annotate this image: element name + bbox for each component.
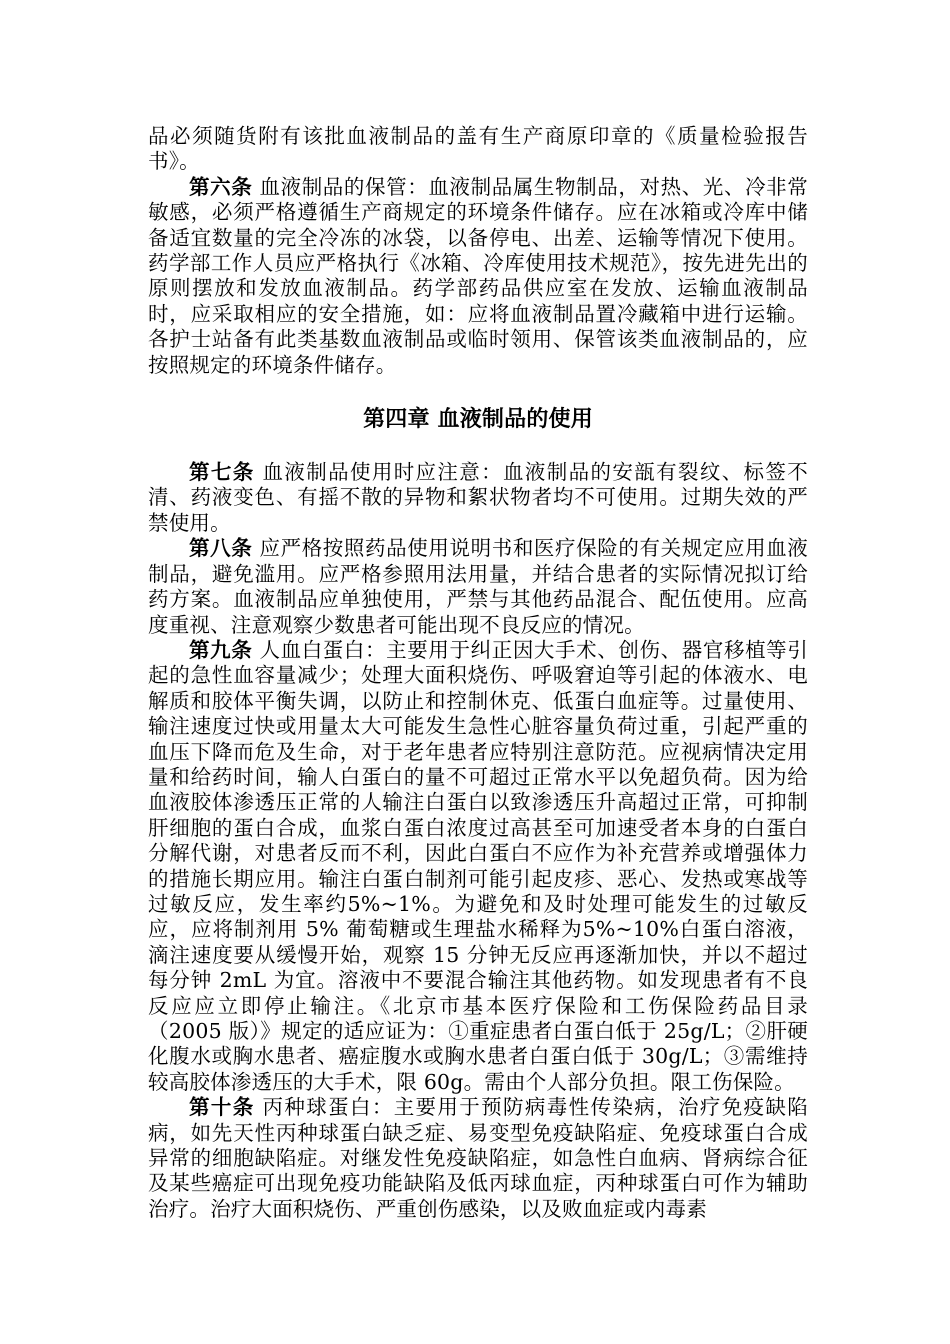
article-6	[148, 175, 808, 378]
article-7-text: 血液制品使用时应注意：血液制品的安瓿有裂纹、标签不清、药液变色、有摇不散的异物和絮状物者均不可使用。过期失效的严禁使用。	[148, 460, 808, 535]
article-8-label: 第八条	[189, 536, 253, 561]
article-7-label: 第七条	[189, 460, 255, 485]
article-10	[148, 1095, 808, 1222]
article-10-label: 第十条	[189, 1095, 255, 1120]
article-9-text: 人血白蛋白：主要用于纠正因大手术、创伤、器官移植等引起的急性血容量减少；处理大面积烧伤、呼吸窘迫等引起的体液水、电解质和胶体平衡失调，以防止和控制休克、低蛋白血症等。过量使用、输注速度过快或用量太大可能发生急性心脏容量负荷过重，引起严重的血压下降而危及生命，对于老年患者应特别注意防范。应视病情决定用量和给药时间，输人白蛋白的量不可超过正常水平以免超负荷。因为给血液胶体渗透压正常的人输注白蛋白以致渗透压升高超过正常，可抑制肝细胞的蛋白合成，血浆白蛋白浓度过高甚至可加速受者本身的白蛋白分解代谢，对患者反而不利，因此白蛋白不应作为补充营养或增强体力的措施长期应用。输注白蛋白制剂可能引起皮疹、恶心、发热或寒战等过敏反应，发生率约5%~1%。为避免和及时处理可能发生的过敏反应，应将制剂用 5% 葡萄糖或生理盐水稀释为5%~10%白蛋白溶液，滴注速度要从缓慢开始，观察 15 分钟无反应再逐渐加快，并以不超过每分钟 2mL 为宜。溶液中不要混合输注其他药物。如发现患者有不良反应应立即停止输注。《北京市基本医疗保险和工伤保险药品目录（2005 版）》规定的适应证为：①重症患者白蛋白低于 25g/L；②肝硬化腹水或胸水患者、癌症腹水或胸水患者白蛋白低于 30g/L；③需维持较高胶体渗透压的大手术，限 60g。需由个人部分负担。限工伤保险。	[148, 637, 808, 1094]
article-7	[148, 460, 808, 536]
article-10-text: 丙种球蛋白：主要用于预防病毒性传染病，治疗免疫缺陷病，如先天性丙种球蛋白缺乏症、易变型免疫缺陷症、免疫球蛋白合成异常的细胞缺陷症。对继发性免疫缺陷症，如急性白血病、肾病综合征及某些癌症可出现免疫功能缺陷及低丙球血症，丙种球蛋白可作为辅助治疗。治疗大面积烧伤、严重创伤感染，以及败血症或内毒素	[148, 1095, 808, 1221]
chapter-heading: 第四章 血液制品的使用	[363, 406, 593, 433]
document-page	[148, 124, 808, 1222]
paragraph-continued: 品必须随货附有该批血液制品的盖有生产商原印章的《质量检验报告书》。	[148, 124, 808, 174]
article-9	[148, 638, 808, 1095]
article-9-label: 第九条	[189, 637, 253, 662]
article-6-text: 血液制品的保管：血液制品属生物制品，对热、光、冷非常敏感，必须严格遵循生产商规定的环境条件储存。应在冰箱或冷库中储备适宜数量的完全冷冻的冰袋，以备停电、出差、运输等情况下使用。药学部工作人员应严格执行《冰箱、冷库使用技术规范》，按先进先出的原则摆放和发放血液制品。药学部药品供应室在发放、运输血液制品时，应采取相应的安全措施，如：应将血液制品置冷藏箱中进行运输。各护士站备有此类基数血液制品或临时领用、保管该类血液制品的，应按照规定的环境条件储存。	[148, 174, 808, 377]
article-8	[148, 536, 808, 638]
article-6-label: 第六条	[189, 174, 253, 199]
article-8-text: 应严格按照药品使用说明书和医疗保险的有关规定应用血液制品，避免滥用。应严格参照用法用量，并结合患者的实际情况拟订给药方案。血液制品应单独使用，严禁与其他药品混合、配伍使用。应高度重视、注意观察少数患者可能出现不良反应的情况。	[148, 536, 808, 637]
